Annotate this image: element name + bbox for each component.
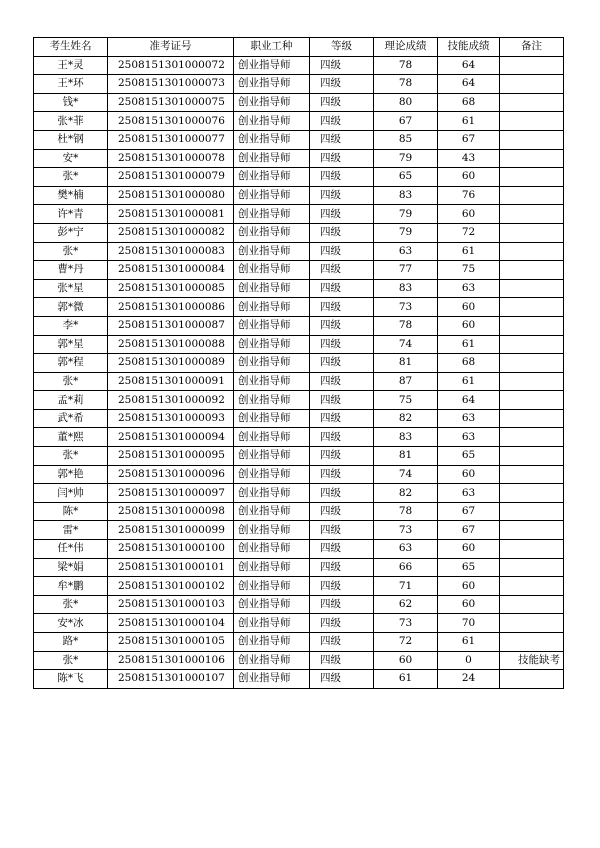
cell-occupation: 创业指导师 bbox=[234, 670, 310, 689]
cell-level: 四级 bbox=[310, 168, 374, 187]
table-row bbox=[34, 447, 564, 466]
cell-occupation: 创业指导师 bbox=[234, 651, 310, 670]
table-row bbox=[34, 316, 564, 335]
cell-exam-id: 2508151301000099 bbox=[108, 521, 234, 540]
table-row bbox=[34, 130, 564, 149]
cell-occupation: 创业指导师 bbox=[234, 409, 310, 428]
table-row bbox=[34, 261, 564, 280]
cell-occupation: 创业指导师 bbox=[234, 633, 310, 652]
cell-name: 郭*微 bbox=[34, 298, 108, 317]
cell-exam-id: 2508151301000103 bbox=[108, 595, 234, 614]
cell-occupation: 创业指导师 bbox=[234, 205, 310, 224]
cell-skill-score: 63 bbox=[438, 409, 500, 428]
cell-theory-score: 77 bbox=[374, 261, 438, 280]
cell-occupation: 创业指导师 bbox=[234, 521, 310, 540]
header-theory-score: 理论成绩 bbox=[374, 38, 438, 57]
cell-remark bbox=[500, 614, 564, 633]
table-row bbox=[34, 502, 564, 521]
cell-remark bbox=[500, 391, 564, 410]
cell-level: 四级 bbox=[310, 279, 374, 298]
cell-name: 安*冰 bbox=[34, 614, 108, 633]
cell-skill-score: 67 bbox=[438, 502, 500, 521]
cell-skill-score: 61 bbox=[438, 335, 500, 354]
cell-theory-score: 67 bbox=[374, 112, 438, 131]
score-table bbox=[33, 37, 564, 689]
cell-occupation: 创业指导师 bbox=[234, 112, 310, 131]
cell-skill-score: 63 bbox=[438, 279, 500, 298]
cell-level: 四级 bbox=[310, 521, 374, 540]
cell-exam-id: 2508151301000107 bbox=[108, 670, 234, 689]
cell-theory-score: 73 bbox=[374, 614, 438, 633]
cell-theory-score: 66 bbox=[374, 558, 438, 577]
cell-name: 钱* bbox=[34, 93, 108, 112]
cell-exam-id: 2508151301000083 bbox=[108, 242, 234, 261]
cell-remark bbox=[500, 447, 564, 466]
cell-level: 四级 bbox=[310, 372, 374, 391]
cell-level: 四级 bbox=[310, 558, 374, 577]
cell-skill-score: 64 bbox=[438, 56, 500, 75]
cell-skill-score: 24 bbox=[438, 670, 500, 689]
cell-level: 四级 bbox=[310, 112, 374, 131]
cell-remark bbox=[500, 130, 564, 149]
cell-name: 武*希 bbox=[34, 409, 108, 428]
cell-occupation: 创业指导师 bbox=[234, 316, 310, 335]
cell-exam-id: 2508151301000097 bbox=[108, 484, 234, 503]
cell-occupation: 创业指导师 bbox=[234, 614, 310, 633]
cell-skill-score: 60 bbox=[438, 577, 500, 596]
cell-occupation: 创业指导师 bbox=[234, 595, 310, 614]
cell-exam-id: 2508151301000106 bbox=[108, 651, 234, 670]
cell-name: 路* bbox=[34, 633, 108, 652]
cell-theory-score: 72 bbox=[374, 633, 438, 652]
cell-name: 樊*楠 bbox=[34, 186, 108, 205]
cell-name: 张*星 bbox=[34, 279, 108, 298]
cell-exam-id: 2508151301000089 bbox=[108, 354, 234, 373]
cell-level: 四级 bbox=[310, 428, 374, 447]
cell-exam-id: 2508151301000087 bbox=[108, 316, 234, 335]
cell-level: 四级 bbox=[310, 391, 374, 410]
cell-level: 四级 bbox=[310, 651, 374, 670]
cell-name: 张* bbox=[34, 242, 108, 261]
cell-level: 四级 bbox=[310, 130, 374, 149]
cell-occupation: 创业指导师 bbox=[234, 186, 310, 205]
cell-exam-id: 2508151301000104 bbox=[108, 614, 234, 633]
table-row bbox=[34, 558, 564, 577]
table-row bbox=[34, 577, 564, 596]
cell-occupation: 创业指导师 bbox=[234, 540, 310, 559]
cell-name: 董*熙 bbox=[34, 428, 108, 447]
header-occupation: 职业工种 bbox=[234, 38, 310, 57]
cell-name: 安* bbox=[34, 149, 108, 168]
cell-skill-score: 61 bbox=[438, 242, 500, 261]
cell-level: 四级 bbox=[310, 149, 374, 168]
cell-skill-score: 63 bbox=[438, 484, 500, 503]
cell-level: 四级 bbox=[310, 242, 374, 261]
cell-occupation: 创业指导师 bbox=[234, 447, 310, 466]
cell-theory-score: 60 bbox=[374, 651, 438, 670]
cell-theory-score: 74 bbox=[374, 465, 438, 484]
cell-occupation: 创业指导师 bbox=[234, 56, 310, 75]
cell-exam-id: 2508151301000078 bbox=[108, 149, 234, 168]
cell-exam-id: 2508151301000094 bbox=[108, 428, 234, 447]
cell-level: 四级 bbox=[310, 577, 374, 596]
cell-theory-score: 78 bbox=[374, 316, 438, 335]
cell-exam-id: 2508151301000101 bbox=[108, 558, 234, 577]
cell-name: 陈* bbox=[34, 502, 108, 521]
cell-remark bbox=[500, 372, 564, 391]
cell-name: 雷* bbox=[34, 521, 108, 540]
cell-theory-score: 61 bbox=[374, 670, 438, 689]
cell-theory-score: 65 bbox=[374, 168, 438, 187]
cell-occupation: 创业指导师 bbox=[234, 168, 310, 187]
cell-occupation: 创业指导师 bbox=[234, 75, 310, 94]
cell-exam-id: 2508151301000075 bbox=[108, 93, 234, 112]
header-skill-score: 技能成绩 bbox=[438, 38, 500, 57]
table-row bbox=[34, 484, 564, 503]
cell-theory-score: 87 bbox=[374, 372, 438, 391]
cell-level: 四级 bbox=[310, 93, 374, 112]
cell-remark bbox=[500, 670, 564, 689]
cell-name: 张* bbox=[34, 168, 108, 187]
cell-skill-score: 60 bbox=[438, 168, 500, 187]
cell-remark bbox=[500, 428, 564, 447]
cell-level: 四级 bbox=[310, 409, 374, 428]
table-row bbox=[34, 428, 564, 447]
cell-remark bbox=[500, 112, 564, 131]
cell-remark bbox=[500, 242, 564, 261]
cell-name: 杜*钢 bbox=[34, 130, 108, 149]
cell-name: 郭*艳 bbox=[34, 465, 108, 484]
cell-remark bbox=[500, 298, 564, 317]
cell-skill-score: 60 bbox=[438, 540, 500, 559]
cell-theory-score: 83 bbox=[374, 428, 438, 447]
cell-remark bbox=[500, 261, 564, 280]
cell-level: 四级 bbox=[310, 447, 374, 466]
cell-exam-id: 2508151301000086 bbox=[108, 298, 234, 317]
table-row bbox=[34, 465, 564, 484]
table-row bbox=[34, 335, 564, 354]
cell-exam-id: 2508151301000077 bbox=[108, 130, 234, 149]
table-row bbox=[34, 149, 564, 168]
table-row bbox=[34, 93, 564, 112]
cell-theory-score: 81 bbox=[374, 354, 438, 373]
cell-theory-score: 83 bbox=[374, 186, 438, 205]
table-row bbox=[34, 409, 564, 428]
cell-exam-id: 2508151301000073 bbox=[108, 75, 234, 94]
cell-name: 张* bbox=[34, 447, 108, 466]
header-row bbox=[34, 38, 564, 57]
cell-name: 张* bbox=[34, 372, 108, 391]
cell-remark bbox=[500, 409, 564, 428]
cell-skill-score: 61 bbox=[438, 633, 500, 652]
cell-theory-score: 79 bbox=[374, 223, 438, 242]
cell-name: 闫*帅 bbox=[34, 484, 108, 503]
cell-remark bbox=[500, 316, 564, 335]
table-row bbox=[34, 186, 564, 205]
cell-name: 彭*宁 bbox=[34, 223, 108, 242]
cell-occupation: 创业指导师 bbox=[234, 93, 310, 112]
cell-theory-score: 78 bbox=[374, 75, 438, 94]
cell-remark bbox=[500, 75, 564, 94]
cell-exam-id: 2508151301000091 bbox=[108, 372, 234, 391]
cell-skill-score: 65 bbox=[438, 447, 500, 466]
cell-skill-score: 60 bbox=[438, 205, 500, 224]
cell-theory-score: 81 bbox=[374, 447, 438, 466]
cell-name: 陈*飞 bbox=[34, 670, 108, 689]
table-row bbox=[34, 223, 564, 242]
cell-theory-score: 83 bbox=[374, 279, 438, 298]
cell-occupation: 创业指导师 bbox=[234, 354, 310, 373]
cell-level: 四级 bbox=[310, 670, 374, 689]
cell-occupation: 创业指导师 bbox=[234, 502, 310, 521]
cell-skill-score: 61 bbox=[438, 372, 500, 391]
cell-occupation: 创业指导师 bbox=[234, 279, 310, 298]
cell-name: 李* bbox=[34, 316, 108, 335]
table-row bbox=[34, 540, 564, 559]
cell-theory-score: 73 bbox=[374, 298, 438, 317]
cell-level: 四级 bbox=[310, 540, 374, 559]
table-row bbox=[34, 521, 564, 540]
cell-skill-score: 60 bbox=[438, 465, 500, 484]
table-row bbox=[34, 56, 564, 75]
table-row bbox=[34, 112, 564, 131]
table-row bbox=[34, 651, 564, 670]
cell-skill-score: 64 bbox=[438, 75, 500, 94]
cell-theory-score: 63 bbox=[374, 242, 438, 261]
cell-remark bbox=[500, 149, 564, 168]
cell-occupation: 创业指导师 bbox=[234, 577, 310, 596]
cell-exam-id: 2508151301000102 bbox=[108, 577, 234, 596]
cell-skill-score: 68 bbox=[438, 93, 500, 112]
cell-occupation: 创业指导师 bbox=[234, 261, 310, 280]
cell-level: 四级 bbox=[310, 205, 374, 224]
cell-skill-score: 72 bbox=[438, 223, 500, 242]
cell-skill-score: 70 bbox=[438, 614, 500, 633]
cell-level: 四级 bbox=[310, 316, 374, 335]
cell-level: 四级 bbox=[310, 186, 374, 205]
cell-occupation: 创业指导师 bbox=[234, 484, 310, 503]
cell-remark bbox=[500, 279, 564, 298]
cell-skill-score: 61 bbox=[438, 112, 500, 131]
cell-skill-score: 60 bbox=[438, 316, 500, 335]
cell-name: 牟*鹏 bbox=[34, 577, 108, 596]
cell-name: 王*环 bbox=[34, 75, 108, 94]
table-row bbox=[34, 633, 564, 652]
cell-skill-score: 67 bbox=[438, 130, 500, 149]
cell-remark bbox=[500, 93, 564, 112]
cell-theory-score: 63 bbox=[374, 540, 438, 559]
cell-level: 四级 bbox=[310, 595, 374, 614]
cell-name: 张*菲 bbox=[34, 112, 108, 131]
cell-remark bbox=[500, 521, 564, 540]
cell-skill-score: 76 bbox=[438, 186, 500, 205]
cell-level: 四级 bbox=[310, 335, 374, 354]
header-level: 等级 bbox=[310, 38, 374, 57]
cell-remark: 技能缺考 bbox=[500, 651, 564, 670]
table-row bbox=[34, 298, 564, 317]
cell-name: 郭*程 bbox=[34, 354, 108, 373]
table-row bbox=[34, 391, 564, 410]
cell-remark bbox=[500, 465, 564, 484]
cell-remark bbox=[500, 168, 564, 187]
cell-skill-score: 65 bbox=[438, 558, 500, 577]
cell-level: 四级 bbox=[310, 465, 374, 484]
table-header bbox=[34, 38, 564, 57]
table-row bbox=[34, 670, 564, 689]
table-row bbox=[34, 595, 564, 614]
cell-occupation: 创业指导师 bbox=[234, 558, 310, 577]
table-row bbox=[34, 354, 564, 373]
cell-exam-id: 2508151301000080 bbox=[108, 186, 234, 205]
cell-skill-score: 60 bbox=[438, 298, 500, 317]
cell-level: 四级 bbox=[310, 354, 374, 373]
cell-remark bbox=[500, 205, 564, 224]
cell-remark bbox=[500, 186, 564, 205]
cell-exam-id: 2508151301000093 bbox=[108, 409, 234, 428]
cell-exam-id: 2508151301000105 bbox=[108, 633, 234, 652]
cell-exam-id: 2508151301000098 bbox=[108, 502, 234, 521]
cell-level: 四级 bbox=[310, 298, 374, 317]
cell-theory-score: 85 bbox=[374, 130, 438, 149]
table-row bbox=[34, 242, 564, 261]
cell-skill-score: 64 bbox=[438, 391, 500, 410]
cell-occupation: 创业指导师 bbox=[234, 372, 310, 391]
header-name: 考生姓名 bbox=[34, 38, 108, 57]
cell-name: 梁*娟 bbox=[34, 558, 108, 577]
cell-occupation: 创业指导师 bbox=[234, 465, 310, 484]
cell-exam-id: 2508151301000100 bbox=[108, 540, 234, 559]
cell-occupation: 创业指导师 bbox=[234, 391, 310, 410]
table-row bbox=[34, 279, 564, 298]
cell-level: 四级 bbox=[310, 261, 374, 280]
cell-theory-score: 71 bbox=[374, 577, 438, 596]
cell-occupation: 创业指导师 bbox=[234, 130, 310, 149]
cell-occupation: 创业指导师 bbox=[234, 428, 310, 447]
cell-name: 张* bbox=[34, 595, 108, 614]
table-row bbox=[34, 372, 564, 391]
cell-theory-score: 75 bbox=[374, 391, 438, 410]
cell-name: 郭*星 bbox=[34, 335, 108, 354]
cell-skill-score: 0 bbox=[438, 651, 500, 670]
cell-name: 孟*莉 bbox=[34, 391, 108, 410]
cell-remark bbox=[500, 223, 564, 242]
cell-theory-score: 80 bbox=[374, 93, 438, 112]
cell-name: 任*伟 bbox=[34, 540, 108, 559]
header-exam-id: 准考证号 bbox=[108, 38, 234, 57]
cell-theory-score: 79 bbox=[374, 149, 438, 168]
cell-theory-score: 74 bbox=[374, 335, 438, 354]
cell-remark bbox=[500, 595, 564, 614]
cell-level: 四级 bbox=[310, 75, 374, 94]
cell-exam-id: 2508151301000079 bbox=[108, 168, 234, 187]
cell-skill-score: 43 bbox=[438, 149, 500, 168]
cell-remark bbox=[500, 633, 564, 652]
cell-occupation: 创业指导师 bbox=[234, 298, 310, 317]
cell-exam-id: 2508151301000076 bbox=[108, 112, 234, 131]
cell-remark bbox=[500, 502, 564, 521]
cell-remark bbox=[500, 354, 564, 373]
table-row bbox=[34, 168, 564, 187]
cell-level: 四级 bbox=[310, 614, 374, 633]
cell-level: 四级 bbox=[310, 56, 374, 75]
table-body bbox=[34, 56, 564, 688]
table-row bbox=[34, 205, 564, 224]
cell-remark bbox=[500, 484, 564, 503]
cell-skill-score: 67 bbox=[438, 521, 500, 540]
cell-theory-score: 78 bbox=[374, 56, 438, 75]
cell-exam-id: 2508151301000085 bbox=[108, 279, 234, 298]
cell-remark bbox=[500, 56, 564, 75]
cell-name: 张* bbox=[34, 651, 108, 670]
cell-level: 四级 bbox=[310, 223, 374, 242]
cell-exam-id: 2508151301000088 bbox=[108, 335, 234, 354]
cell-level: 四级 bbox=[310, 484, 374, 503]
cell-occupation: 创业指导师 bbox=[234, 149, 310, 168]
cell-level: 四级 bbox=[310, 502, 374, 521]
cell-theory-score: 78 bbox=[374, 502, 438, 521]
cell-theory-score: 82 bbox=[374, 409, 438, 428]
cell-theory-score: 82 bbox=[374, 484, 438, 503]
table-row bbox=[34, 75, 564, 94]
cell-exam-id: 2508151301000072 bbox=[108, 56, 234, 75]
cell-remark bbox=[500, 577, 564, 596]
table-row bbox=[34, 614, 564, 633]
cell-name: 曹*丹 bbox=[34, 261, 108, 280]
cell-skill-score: 75 bbox=[438, 261, 500, 280]
header-remark: 备注 bbox=[500, 38, 564, 57]
cell-remark bbox=[500, 558, 564, 577]
cell-exam-id: 2508151301000081 bbox=[108, 205, 234, 224]
cell-exam-id: 2508151301000082 bbox=[108, 223, 234, 242]
cell-theory-score: 79 bbox=[374, 205, 438, 224]
cell-theory-score: 73 bbox=[374, 521, 438, 540]
cell-occupation: 创业指导师 bbox=[234, 335, 310, 354]
cell-skill-score: 68 bbox=[438, 354, 500, 373]
cell-name: 许*青 bbox=[34, 205, 108, 224]
cell-skill-score: 63 bbox=[438, 428, 500, 447]
cell-exam-id: 2508151301000095 bbox=[108, 447, 234, 466]
cell-exam-id: 2508151301000096 bbox=[108, 465, 234, 484]
cell-remark bbox=[500, 335, 564, 354]
cell-skill-score: 60 bbox=[438, 595, 500, 614]
cell-remark bbox=[500, 540, 564, 559]
cell-occupation: 创业指导师 bbox=[234, 223, 310, 242]
cell-exam-id: 2508151301000084 bbox=[108, 261, 234, 280]
cell-theory-score: 62 bbox=[374, 595, 438, 614]
cell-level: 四级 bbox=[310, 633, 374, 652]
cell-name: 王*灵 bbox=[34, 56, 108, 75]
cell-exam-id: 2508151301000092 bbox=[108, 391, 234, 410]
cell-occupation: 创业指导师 bbox=[234, 242, 310, 261]
